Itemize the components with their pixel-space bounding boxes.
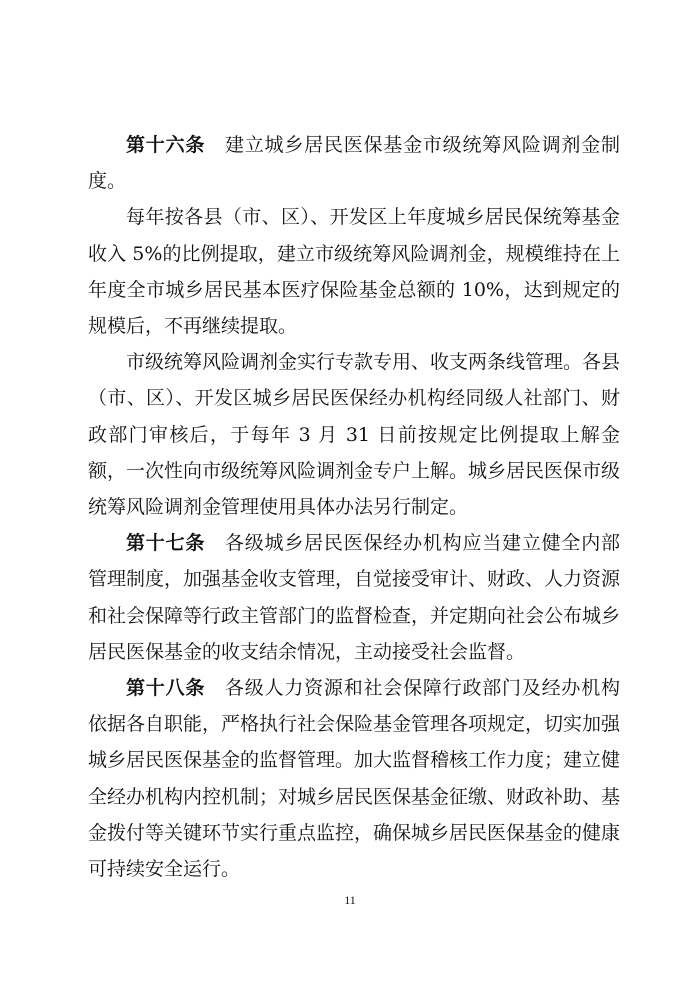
paragraph-text: 市级统筹风险调剂金实行专款专用、收支两条线管理。各县（市、区）、开发区城乡居民医保经办机构经同级人社部门、财政部门审核后，于每年 3 月 31 日前按规定比例提取上解金额，一次性向市级统筹风险调剂金专户上解。城乡居民医保市级统筹风险调剂金管理使用具体办法另行制定。 xyxy=(88,351,621,519)
article-number: 第十七条 xyxy=(126,532,206,555)
paragraph-article-16 xyxy=(88,127,620,199)
document-body xyxy=(88,127,620,887)
paragraph-article-17 xyxy=(88,525,620,670)
paragraph-article-18 xyxy=(88,670,620,887)
paragraph-text: 每年按各县（市、区）、开发区上年度城乡居民保统筹基金收入 5%的比例提取，建立市级统筹风险调剂金，规模维持在上年度全市城乡居民基本医疗保险基金总额的 10%，达到规定的规模后，不再继续提取。 xyxy=(88,206,620,338)
paragraph-text: 建立城乡居民医保基金市级统筹风险调剂金制度。 xyxy=(88,134,620,193)
paragraph-article-16-clause-2 xyxy=(88,344,620,525)
paragraph-text: 各级人力资源和社会保障行政部门及经办机构依据各自职能，严格执行社会保险基金管理各项规定，切实加强城乡居民医保基金的监督管理。加大监督稽核工作力度；建立健全经办机构内控机制；对城乡居民医保基金征缴、财政补助、基金拨付等关键环节实行重点监控，确保城乡居民医保基金的健康可持续安全运行。 xyxy=(88,677,621,881)
article-number: 第十八条 xyxy=(126,677,206,700)
page-number: 11 xyxy=(344,893,356,907)
article-number: 第十六条 xyxy=(126,134,206,156)
paragraph-article-16-clause-1 xyxy=(88,199,620,344)
paragraph-text: 各级城乡居民医保经办机构应当建立健全内部管理制度，加强基金收支管理，自觉接受审计、财政、人力资源和社会保障等行政主管部门的监督检查，并定期向社会公布城乡居民医保基金的收支结余情况，主动接受社会监督。 xyxy=(88,532,621,663)
